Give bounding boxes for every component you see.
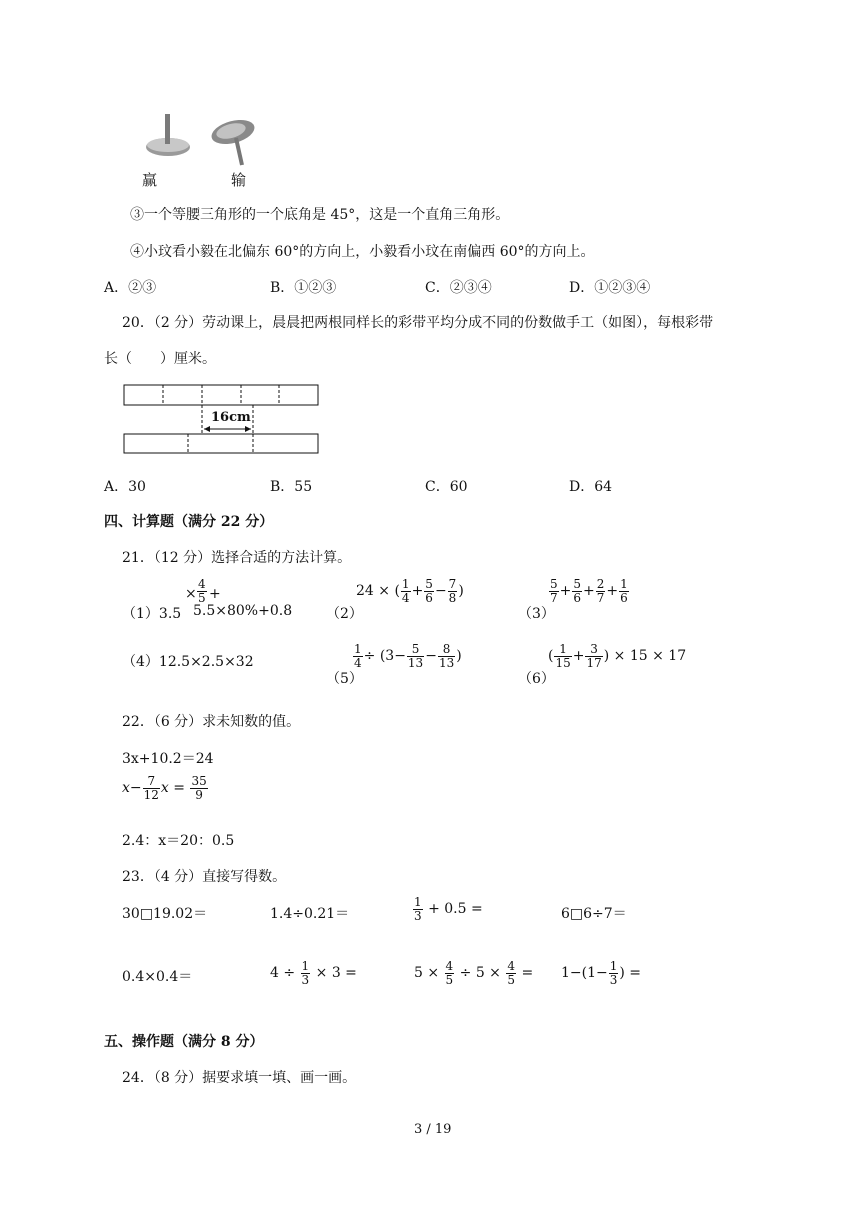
q22-eq1: 3x+10.2＝24	[122, 751, 214, 767]
thumbtack-win-image	[146, 114, 190, 156]
q23-b1: 0.4×0.4＝	[122, 969, 193, 985]
q20-option-c: C．60	[425, 479, 468, 495]
q23-a2: 1.4÷0.21＝	[270, 906, 350, 922]
q19-option-a: A．②③	[104, 280, 157, 296]
q21-p2-label: （2）	[326, 606, 363, 622]
q19-item4: ④小玟看小毅在北偏东 60°的方向上，小毅看小玟在南偏西 60°的方向上。	[130, 244, 595, 260]
q21-p5-expression: $\frac{1}{4}$ ÷ (3− $\frac{5}{13}$ − $\frac{8}{13}$ )	[354, 642, 462, 670]
q23-stem: 23．（4 分）直接写得数。	[122, 869, 287, 885]
q21-p1-rest: 5.5×80%+0.8	[193, 603, 293, 619]
q22-eq3: 2.4：x＝20：0.5	[122, 833, 235, 849]
q20-stem: 20．（2 分）劳动课上，晨晨把两根同样长的彩带平均分成不同的份数做手工（如图），每根彩带	[122, 315, 714, 331]
pin-label-win: 赢	[142, 171, 158, 189]
q19-option-d: D．①②③④	[569, 280, 651, 296]
page-number: 3 / 19	[414, 1122, 452, 1137]
q21-p6-label: （6）	[518, 671, 555, 687]
q23-b2: 4 ÷ $\frac{1}{3}$ × 3 =	[270, 959, 357, 987]
q23-a4: 6□6÷7＝	[561, 906, 627, 922]
q21-p1-fraction: $\frac{4}{5}$	[198, 577, 206, 605]
q23-b3: 5 × $\frac{4}{5}$ ÷ 5 × $\frac{4}{5}$ =	[414, 959, 534, 987]
q23-a1: 30□19.02＝	[122, 906, 208, 922]
q23-b4: 1−(1− $\frac{1}{3}$ ) =	[561, 959, 642, 987]
thumbtack-lose-image	[209, 116, 257, 165]
q21-p1-plus: +	[209, 586, 221, 602]
q21-stem: 21．（12 分）选择合适的方法计算。	[122, 550, 352, 566]
q19-option-c: C．②③④	[425, 280, 492, 296]
q21-p4: （4）12.5×2.5×32	[122, 654, 254, 670]
q21-p2-expression: 24 × ( $\frac{1}{4}$ + $\frac{5}{6}$ − $\frac{7}{8}$ )	[356, 577, 464, 605]
q20-option-b: B．55	[270, 479, 313, 495]
q21-p6-expression: ( $\frac{1}{15}$ + $\frac{3}{17}$ ) × 15 × 17	[548, 642, 687, 670]
q24-stem: 24．（8 分）据要求填一填、画一画。	[122, 1070, 357, 1086]
q20-option-a: A．30	[104, 479, 146, 495]
q20-stem-cont: 长（ ）厘米。	[104, 351, 216, 367]
q19-item3: ③一个等腰三角形的一个底角是 45°，这是一个直角三角形。	[130, 207, 510, 223]
q20-option-d: D．64	[569, 479, 613, 495]
q21-p3-label: （3）	[518, 606, 555, 622]
pin-label-lose: 输	[231, 171, 247, 189]
q22-eq2: x− $\frac{7}{12}$ x = $\frac{35}{9}$	[122, 774, 207, 802]
q23-a3: $\frac{1}{3}$ + 0.5 =	[414, 895, 483, 923]
section5-heading: 五、操作题（满分 8 分）	[104, 1034, 264, 1050]
q21-p1-label: （1）3.5	[122, 606, 182, 622]
thumbtack-images	[118, 110, 278, 170]
q21-p1-times: ×	[185, 586, 197, 602]
q22-stem: 22．（6 分）求未知数的值。	[122, 714, 301, 730]
section4-heading: 四、计算题（满分 22 分）	[104, 514, 274, 530]
q21-p3-expression: $\frac{5}{7}$ + $\frac{5}{6}$ + $\frac{2}{7}$ + $\frac{1}{6}$	[550, 577, 628, 605]
q19-option-b: B．①②③	[270, 280, 337, 296]
q21-p5-label: （5）	[326, 671, 363, 687]
ribbon-diagram-label: 16cm	[211, 410, 251, 425]
